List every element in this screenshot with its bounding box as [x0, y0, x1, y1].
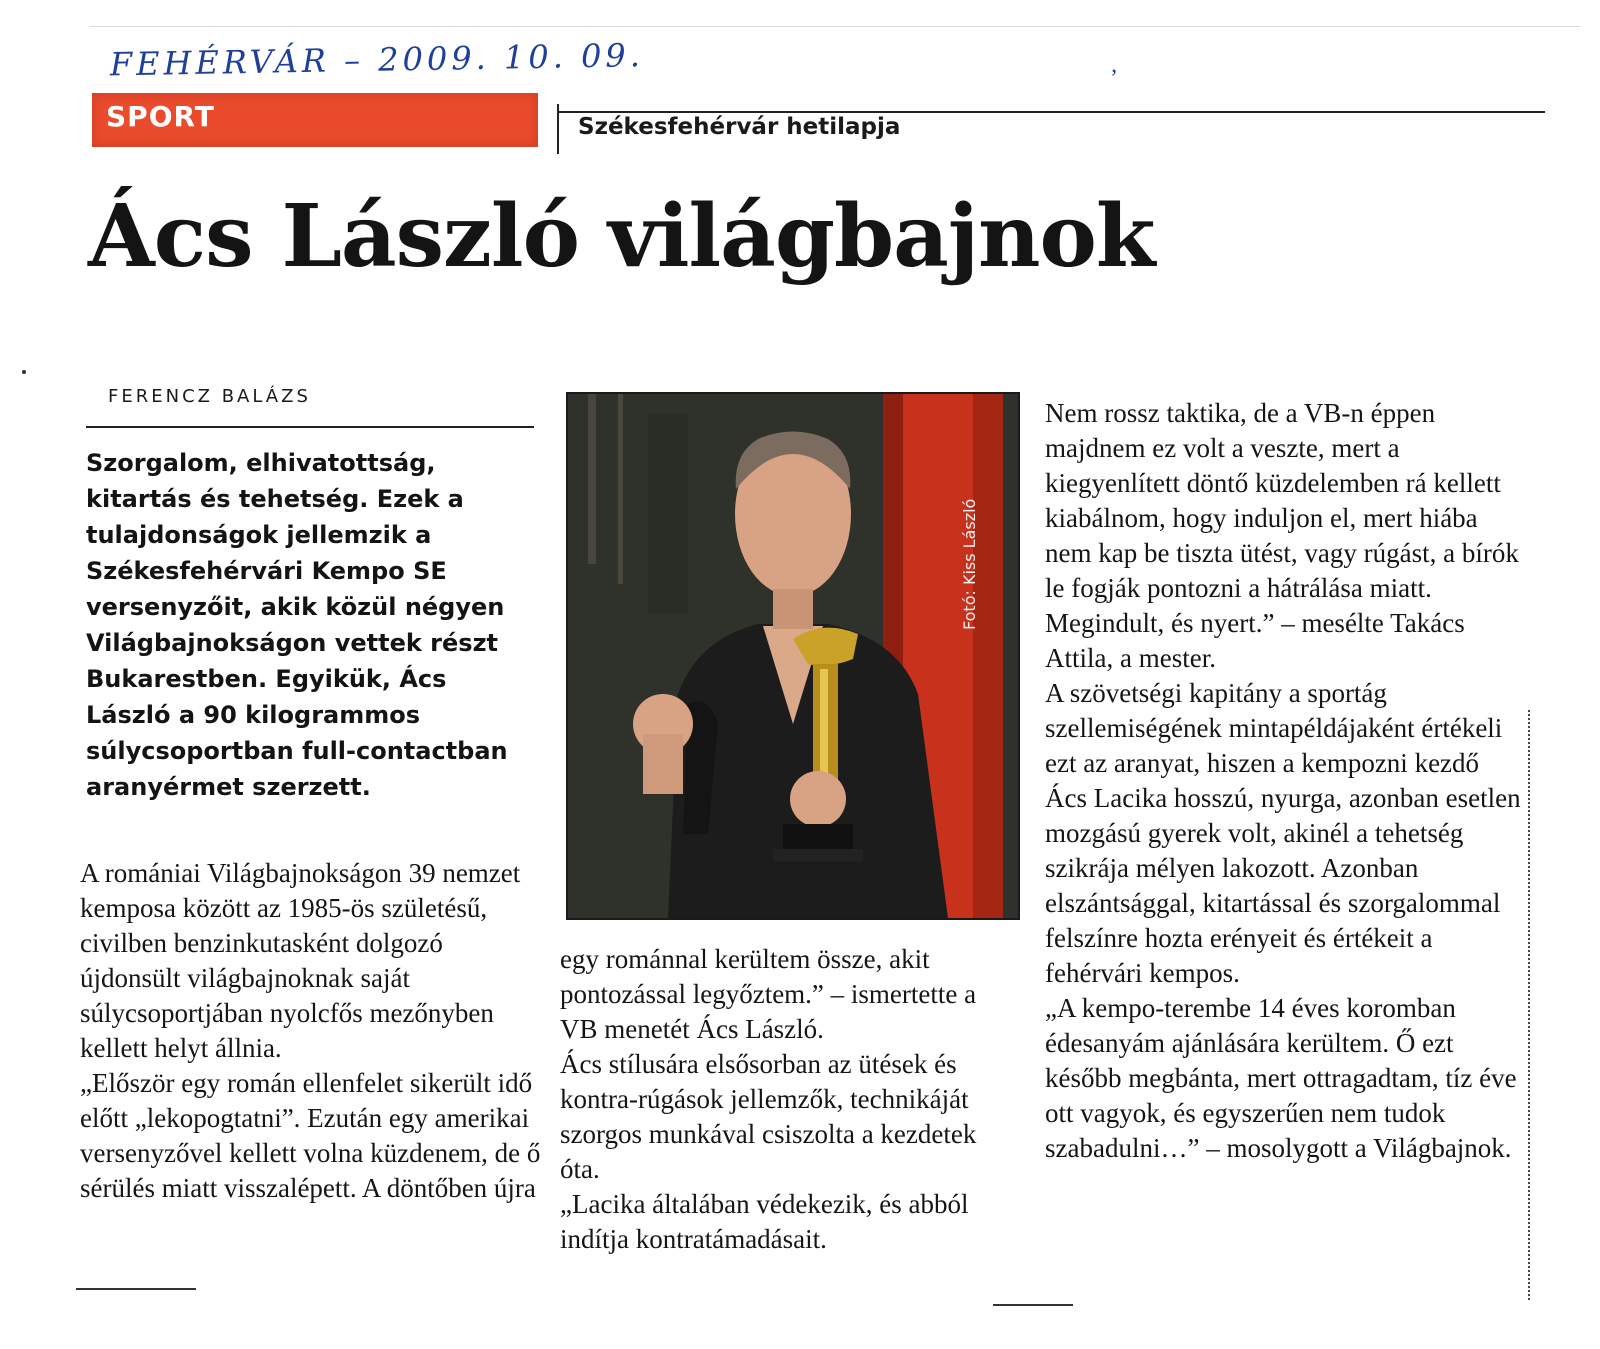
clipping-cut-edge [1528, 710, 1530, 1300]
headline: Ács László világbajnok [88, 186, 1155, 287]
photo-credit: Fotó: Kiss László [960, 498, 979, 630]
lead-paragraph: Szorgalom, elhivatottság, kitartás és tehetség. Ezek a tulajdonságok jellemzik a Székesfehérvári Kempo SE versenyzőit, akik közül négyen Világbajnokságon vettek részt Bukarestben. Egyikük, Ács László a 90 kilogrammos súlycsoportban full-contactban aranyérmet szerzett. [86, 449, 508, 801]
article-column-1 [80, 856, 550, 1206]
handwritten-tick: ‚ [1110, 52, 1118, 78]
byline-rule [86, 426, 534, 428]
article-column-2 [560, 942, 1010, 1257]
athlete-photo [566, 392, 1020, 920]
paragraph: „Először egy román ellenfelet sikerült idő előtt „lekopogtatni”. Ezután egy amerikai versenyzővel kellett volna küzdenem, de ő sérülés miatt visszalépett. A döntőben újra [80, 1068, 541, 1203]
paper-rule [557, 111, 1545, 113]
column-end-rule [76, 1288, 196, 1290]
paragraph: „A kempo-terembe 14 éves koromban édesanyám ajánlására kerültem. Ő ezt később megbánta, mert ottragadtam, tíz éve ott vagyok, és egyszerűen nem tudok szabadulni…” – mosolygott a Világbajnok. [1045, 993, 1517, 1163]
paper-name: Székesfehérvár hetilapja [578, 114, 901, 140]
scan-top-rule [90, 26, 1580, 27]
paragraph: A romániai Világbajnokságon 39 nemzet kemposa között az 1985-ös születésű, civilben benzinkutasként dolgozó újdonsült világbajnoknak saját súlycsoportjában nyolcfős mezőnyben kellett helyt állnia. [80, 858, 521, 1063]
athlete-with-trophy-photo [568, 394, 1018, 918]
paragraph: A szövetségi kapitány a sportág szellemiségének mintapéldájaként értékeli ezt az aranyat, hiszen a kempozni kezdő Ács Lacika hosszú, nyurga, azonban esetlen mozgású gyerek volt, akinél a tehetség szikrája mélyen lakozott. Azonban elszántsággal, kitartással és szorgalommal felszínre hozta erényeit és értékeit a fehérvári kempos. [1045, 678, 1521, 988]
paragraph: Ács stílusára elsősorban az ütések és kontra-rúgások jellemzők, technikáját szorgos munkával csiszolta a kezdetek óta. [560, 1049, 977, 1184]
section-label: SPORT [106, 100, 215, 133]
handwritten-note: FEHÉRVÁR – 2009. 10. 09. [109, 36, 645, 84]
article-column-3 [1045, 396, 1525, 1166]
byline: FERENCZ BALÁZS [108, 386, 311, 407]
paragraph: „Lacika általában védekezik, és abból indítja kontratámadásait. [560, 1189, 969, 1254]
paragraph: Nem rossz taktika, de a VB-n éppen majdnem ez volt a veszte, mert a kiegyenlített döntő küzdelemben rá kellett kiabálnom, hogy induljon el, mert hiába nem kap be tiszta ütést, vagy rúgást, a bírók le fogják pontozni a hátrálása miatt. Megindult, és nyert.” – mesélte Takács Attila, a mester. [1045, 398, 1519, 673]
scan-speck [22, 370, 26, 374]
column-end-rule [993, 1304, 1073, 1306]
paragraph: egy románnal kerültem össze, akit pontozással legyőztem.” – ismertette a VB menetét Ács László. [560, 944, 977, 1044]
